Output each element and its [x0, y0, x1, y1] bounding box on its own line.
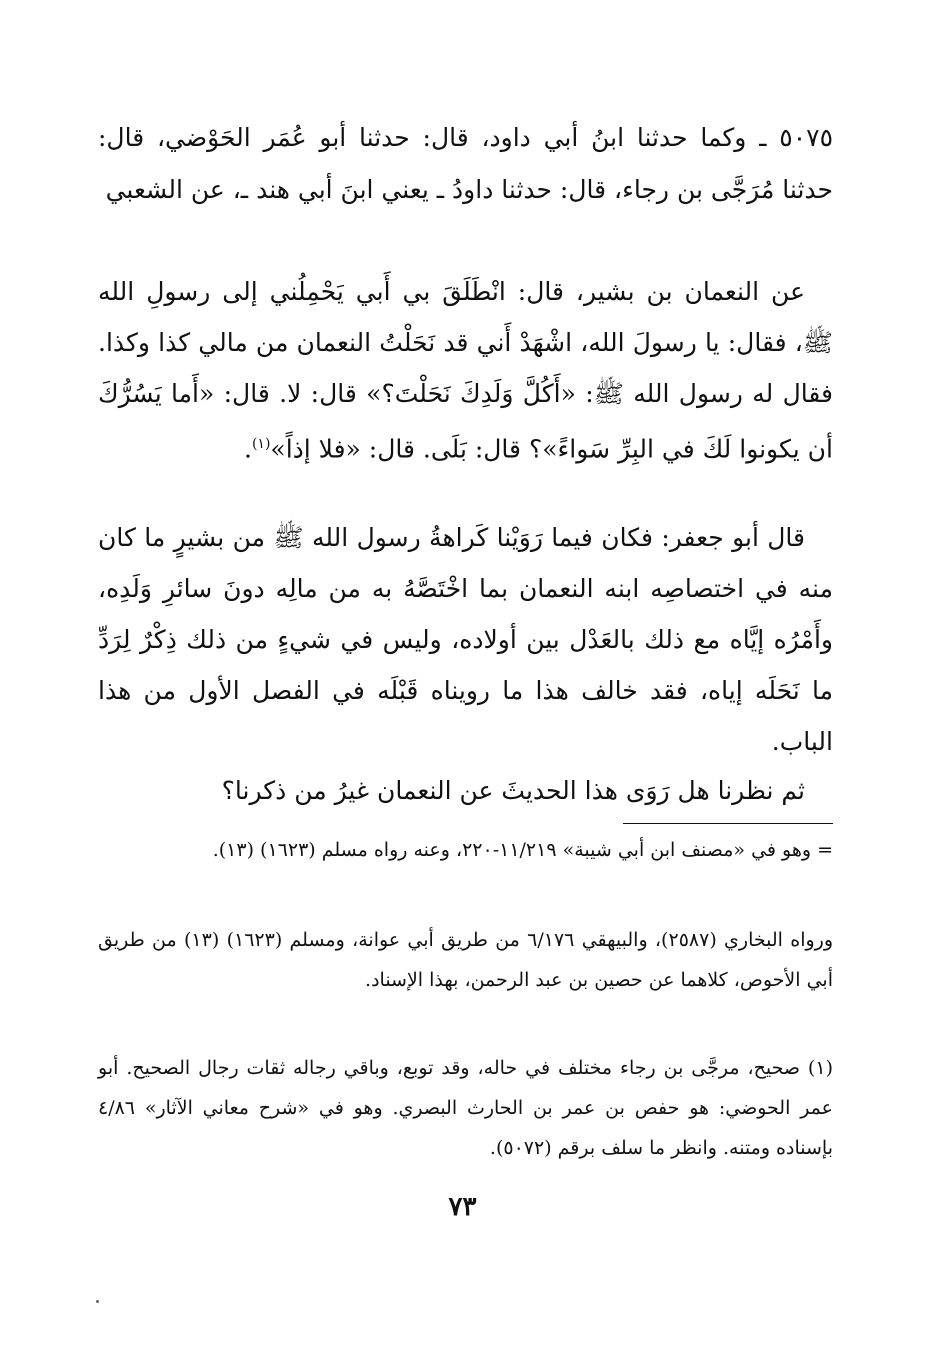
footnote-takhrij — [98, 920, 833, 1000]
footnote-ref-1[interactable]: (١) — [251, 436, 271, 452]
hadith-matn-paragraph — [98, 266, 833, 474]
question-text: ثم نظرنا هل رَوَى هذا الحديثَ عن النعمان غيرُ من ذكرنا؟ — [221, 776, 805, 805]
footnote-separator — [623, 823, 833, 824]
question-paragraph — [98, 765, 833, 816]
footnote-continuation — [98, 830, 833, 870]
commentary-text: قال أبو جعفر: فكان فيما رَوَيْنا كَراهةُ رسول الله ﷺ من بشيرٍ ما كان منه في اختصاصِه ابنه النعمان بما اخْتَصَّهُ به من مالِه دونَ سائرِ وَلَدِه، وأَمْرُه إيَّاه مع ذلك بالعَدْل بين أولاده، وليس في شيءٍ من ذلك ذِكْرٌ لِرَدِّ ما نَحَلَه إياه، فقد خالف هذا ما رويناه قَبْلَه في الفصل الأول من هذا الباب. — [98, 523, 833, 756]
footnote-takhrij-text: ورواه البخاري (٢٥٨٧)، والبيهقي ٦/١٧٦ من طريق أبي عوانة، ومسلم (١٦٢٣) (١٣) من طريق أبي الأحوص، كلاهما عن حصين بن عبد الرحمن، بهذا الإسناد. — [98, 929, 834, 991]
footnote-continuation-text: = وهو في «مصنف ابن أبي شيبة» ١١/٢١٩-٢٢٠، وعنه رواه مسلم (١٦٢٣) (١٣). — [212, 839, 833, 861]
hadith-isnad-text: ٥٠٧٥ ـ وكما حدثنا ابنُ أبي داود، قال: حدثنا أبو عُمَر الحَوْضي، قال: حدثنا مُرَجَّى بن رجاء، قال: حدثنا داودُ ـ يعني ابنَ أبي هند ـ، عن الشعبي — [98, 123, 833, 204]
hadith-matn-text: عن النعمان بن بشير، قال: انْطَلَقَ بي أَبي يَحْمِلُني إلى رسولِ الله ﷺ، فقال: يا رسولَ الله، اشْهَدْ أَني قد نَحَلْتُ النعمان من مالي كذا وكذا. فقال له رسول الله ﷺ: «أَكُلَّ وَلَدِكَ نَحَلْتَ؟» قال: لا. قال: «أَما يَسُرُّكَ أن يكونوا لَكَ في البِرِّ سَواءً»؟ قال: بَلَى. قال: «فلا إذاً» — [98, 277, 833, 464]
commentary-paragraph — [98, 512, 833, 767]
footnote-1 — [98, 1048, 833, 1168]
page-number: ٧٣ — [448, 1192, 477, 1222]
footnote-1-text: (١) صحيح، مرجَّى بن رجاء مختلف في حاله، وقد توبع، وباقي رجاله ثقات رجال الصحيح. أبو عمر الحوضي: هو حفص بن عمر بن الحارث البصري. وهو في «شرح معاني الآثار» ٤/٨٦ بإسناده ومتنه. وانظر ما سلف برقم (٥٠٧٢). — [98, 1057, 833, 1159]
hadith-end-period: . — [243, 434, 252, 464]
hadith-isnad-paragraph — [98, 112, 833, 216]
scan-speck — [96, 1300, 99, 1303]
